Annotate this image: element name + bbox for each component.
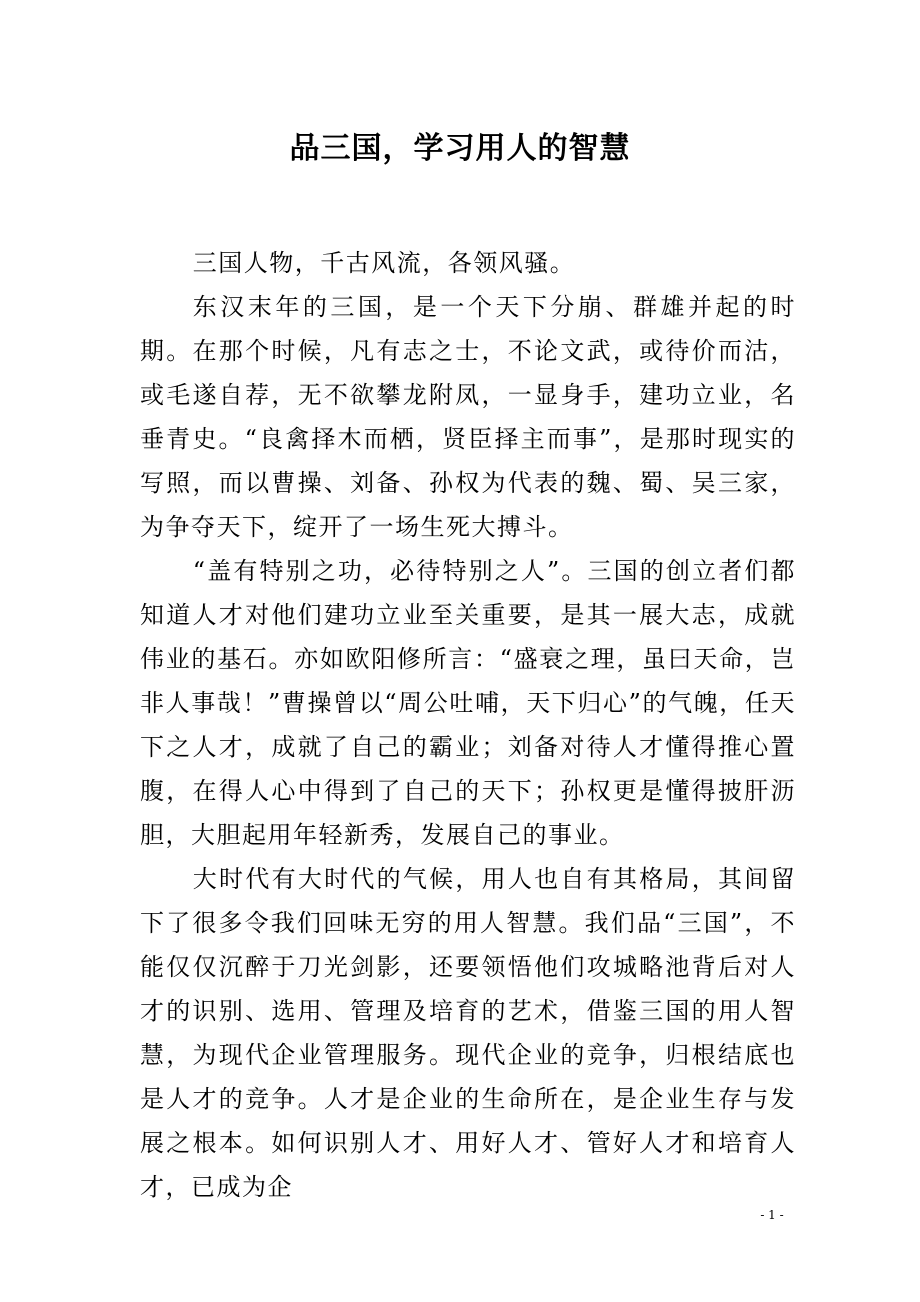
paragraph-4: 大时代有大时代的气候，用人也自有其格局，其间留下了很多令我们回味无穷的用人智慧。我们品“三国”，不能仅仅沉醉于刀光剑影，还要领悟他们攻城略池背后对人才的识别、选用、管理及培育的艺术，借鉴三国的用人智慧，为现代企业管理服务。现代企业的竞争，归根结底也是人才的竞争。人才是企业的生命所在，是企业生存与发展之根本。如何识别人才、用好人才、管好人才和培育人才，已成为企	[140, 865, 796, 1201]
paragraph-3: “盖有特别之功，必待特别之人”。三国的创立者们都知道人才对他们建功立业至关重要，是其一展大志，成就伟业的基石。亦如欧阳修所言：“盛衰之理，虽曰天命，岂非人事哉！”曹操曾以“周公吐哺，天下归心”的气魄，任天下之人才，成就了自己的霸业；刘备对待人才懂得推心置腹，在得人心中得到了自己的天下；孙权更是懂得披肝沥胆，大胆起用年轻新秀，发展自己的事业。	[140, 557, 796, 849]
page-number: - 1 -	[760, 1208, 784, 1222]
document-title: 品三国，学习用人的智慧	[289, 131, 631, 166]
paragraph-2: 东汉末年的三国，是一个天下分崩、群雄并起的时期。在那个时候，凡有志之士，不论文武，或待价而沽，或毛遂自荐，无不欲攀龙附凤，一显身手，建功立业，名垂青史。“良禽择木而栖，贤臣择主而事”，是那时现实的写照，而以曹操、刘备、孙权为代表的魏、蜀、吴三家，为争夺天下，绽开了一场生死大搏斗。	[140, 293, 796, 541]
document-body	[140, 241, 796, 1209]
paragraph-1: 三国人物，千古风流，各领风骚。	[192, 249, 576, 277]
